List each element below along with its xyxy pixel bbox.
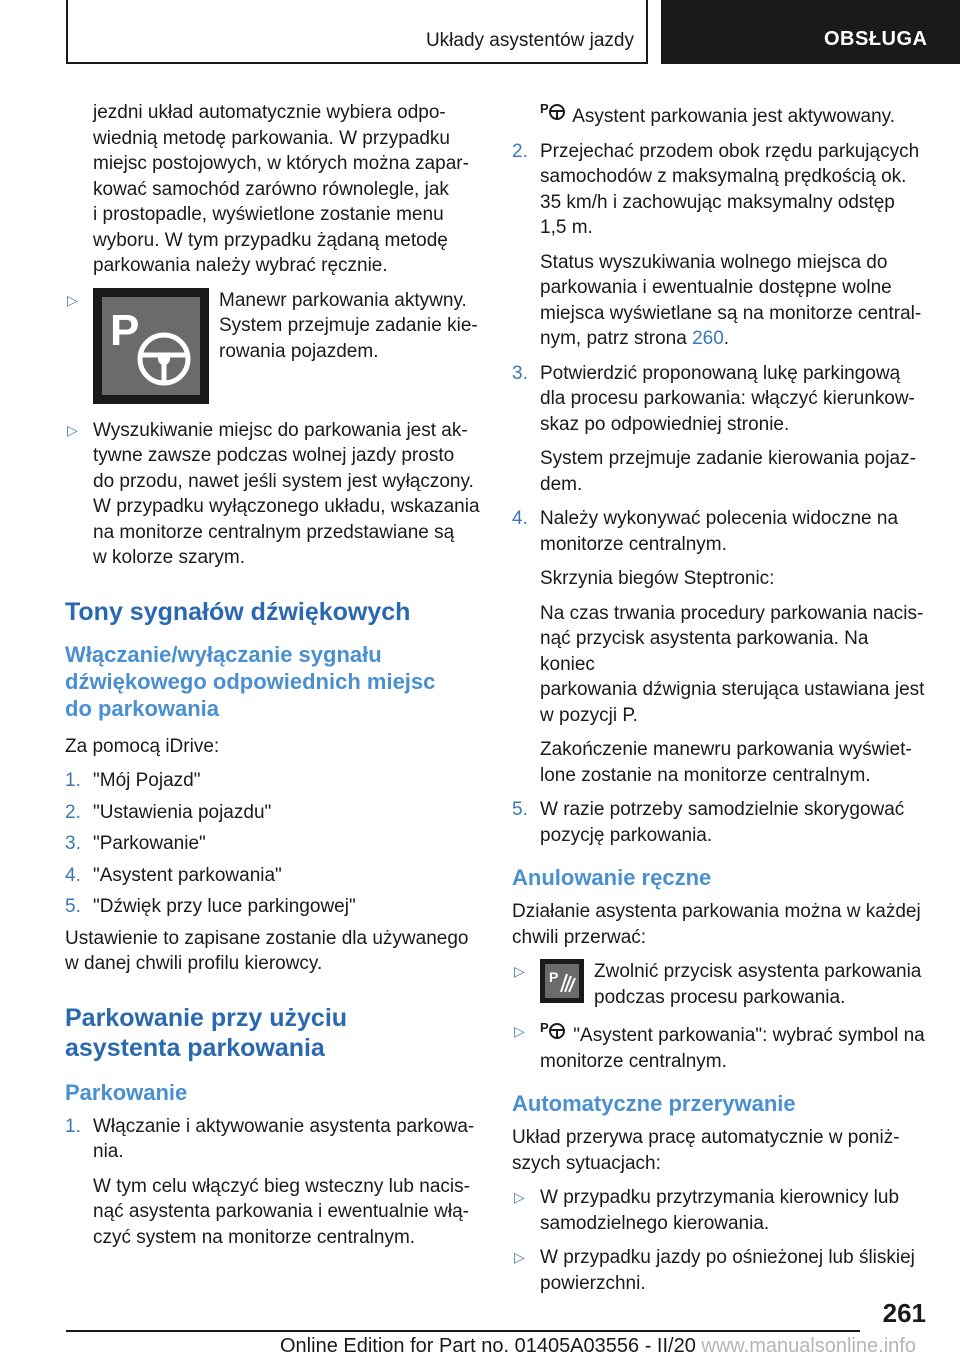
auto-bullet-2: ▷ W przypadku jazdy po ośnieżonej lub śliskiej powierzchni. xyxy=(514,1247,915,1294)
auto-bullet-1: ▷ W przypadku przytrzymania kierownicy lub samodzielnego kierowania. xyxy=(514,1187,900,1234)
page-number: 261 xyxy=(882,1298,926,1328)
menu-step: 1. "Mój Pojazd" xyxy=(65,770,201,791)
footer-edition: Online Edition for Part no. 01405A03556 - II/20 www.manualsonline.info xyxy=(280,1335,916,1357)
footer-rule xyxy=(66,1330,860,1332)
parking-step-3-detail: System przejmuje zadanie kierowania pojaz- dem. xyxy=(540,448,916,495)
parking-step-1-detail: W tym celu włączyć bieg wsteczny lub nacis- nąć asystenta parkowania i ewentualnie włą- czyć system na monitorze centralnym. xyxy=(93,1175,470,1248)
parking-step-2: 2. Przejechać przodem obok rzędu parkujących samochodów z maksymalną prędkością ok. 35 km/h i zachowując maksymalny odstęp 1,5 m. xyxy=(512,140,920,238)
triangle-bullet-icon: ▷ xyxy=(514,1249,525,1265)
parking-step-3: 3. Potwierdzić proponowaną lukę parkingową dla procesu parkowania: włączyć kierunkow- skaz po odpowiedniej stronie. xyxy=(512,362,915,435)
parking-step-4: 4. Należy wykonywać polecenia widoczne na monitorze centralnym. xyxy=(512,508,899,555)
bullet-text: Zwolnić przycisk asystenta parkowania podczas procesu parkowania. xyxy=(594,961,922,1008)
triangle-bullet-icon: ▷ xyxy=(514,1189,525,1205)
parking-step-4-end: Zakończenie manewru parkowania wyświet- lone zostanie na monitorze centralnym. xyxy=(540,739,912,786)
menu-step: 5. "Dźwięk przy luce parkingowej" xyxy=(65,896,356,917)
heading-manual-cancel: Anulowanie ręczne xyxy=(512,865,712,890)
heading-parking-assist: Parkowanie przy użyciu asystenta parkowania xyxy=(65,1003,348,1062)
svg-text:P: P xyxy=(540,1020,549,1035)
heading-auto-cancel: Automatyczne przerywanie xyxy=(512,1091,796,1116)
via-idrive: Za pomocą iDrive: xyxy=(65,735,220,757)
park-assist-steering-icon xyxy=(93,288,209,404)
park-assist-small-icon xyxy=(540,1020,568,1046)
left-column xyxy=(65,100,480,1259)
steptronic-label: Skrzynia biegów Steptronic: xyxy=(540,568,775,589)
right-column xyxy=(512,100,927,1305)
menu-step: 3. "Parkowanie" xyxy=(65,833,206,854)
triangle-bullet-icon: ▷ xyxy=(514,1023,525,1039)
running-header-box xyxy=(66,0,648,64)
chapter-tab xyxy=(661,0,960,64)
svg-text:P: P xyxy=(549,969,559,985)
triangle-bullet-icon: ▷ xyxy=(514,963,525,979)
page-link[interactable]: 260 xyxy=(692,328,724,349)
heading-toggle-tone: Włączanie/wyłączanie sygnału dźwiękowego odpowiednich miejsc do parkowania xyxy=(65,641,436,721)
cancel-bullet-1 xyxy=(512,959,927,1010)
triangle-bullet-icon: ▷ xyxy=(67,421,78,438)
bullet-search-active: ▷ Wyszukiwanie miejsc do parkowania jest ak- tywne zawsze podczas wolnej jazdy prosto do przodu, nawet jeśli system jest wyłączony. W przypadku wyłączonego układu, wskazania na monitorze centralnym przedstawiane są w kolorze szarym. xyxy=(67,419,480,568)
heading-tones: Tony sygnałów dźwiękowych xyxy=(65,597,411,626)
bullet-maneuver-active xyxy=(65,288,480,404)
menu-step: 2. "Ustawienia pojazdu" xyxy=(65,801,272,823)
parking-step-2-detail: Status wyszukiwania wolnego miejsca do parkowania i ewentualnie dostępne wolne miejsca wyświetlane są na monitorze central- nym, patrz strona 260. xyxy=(540,251,922,349)
section-title: Układy asystentów jazdy xyxy=(425,30,634,51)
parking-step-1: 1. Włączanie i aktywowanie asystenta parkowa- nia. xyxy=(65,1115,475,1162)
cancel-bullet-2: ▷ P "Asystent parkowania": wybrać symbol na monitorze centralnym. xyxy=(514,1020,925,1072)
svg-text:P: P xyxy=(110,305,140,355)
park-assist-small-icon xyxy=(540,101,568,127)
cancel-intro: Działanie asystenta parkowania można w każdej chwili przerwać: xyxy=(512,901,921,948)
triangle-bullet-icon: ▷ xyxy=(67,291,78,308)
menu-step: 4. "Asystent parkowania" xyxy=(65,864,282,886)
heading-parking: Parkowanie xyxy=(65,1079,188,1105)
parking-step-4-detail: Na czas trwania procedury parkowania nacis- nąć przycisk asystenta parkowania. Na koniec parkowania dźwignia sterująca ustawiana jest w pozycji P. xyxy=(540,602,925,726)
parking-step-5: 5. W razie potrzeby samodzielnie skorygować pozycję parkowania. xyxy=(512,799,905,846)
footer-watermark: www.manualsonline.info xyxy=(701,1335,916,1357)
chapter-tab-label: OBSŁUGA xyxy=(824,28,928,50)
svg-text:P: P xyxy=(540,101,549,116)
bullet-text: Manewr parkowania aktywny. System przejmuje zadanie kie- rowania pojazdem. xyxy=(219,289,478,362)
saved-note: Ustawienie to zapisane zostanie dla używanego w danej chwili profilu kierowcy. xyxy=(65,927,469,974)
intro-paragraph: jezdni układ automatycznie wybiera odpo- wiednią metodę parkowania. W przypadku miejsc postojowych, w których można zapar- kować samochód zarówno równolegle, jak i prostopadle, wyświetlone zostanie menu wyboru. W tym przypadku żądaną metodę parkowania należy wybrać ręcznie. xyxy=(93,102,469,276)
park-assist-button-icon xyxy=(540,959,584,1003)
auto-intro: Układ przerywa pracę automatycznie w poniż- szych sytuacjach: xyxy=(512,1127,900,1174)
assist-activated: P Asystent parkowania jest aktywowany. xyxy=(540,101,896,127)
